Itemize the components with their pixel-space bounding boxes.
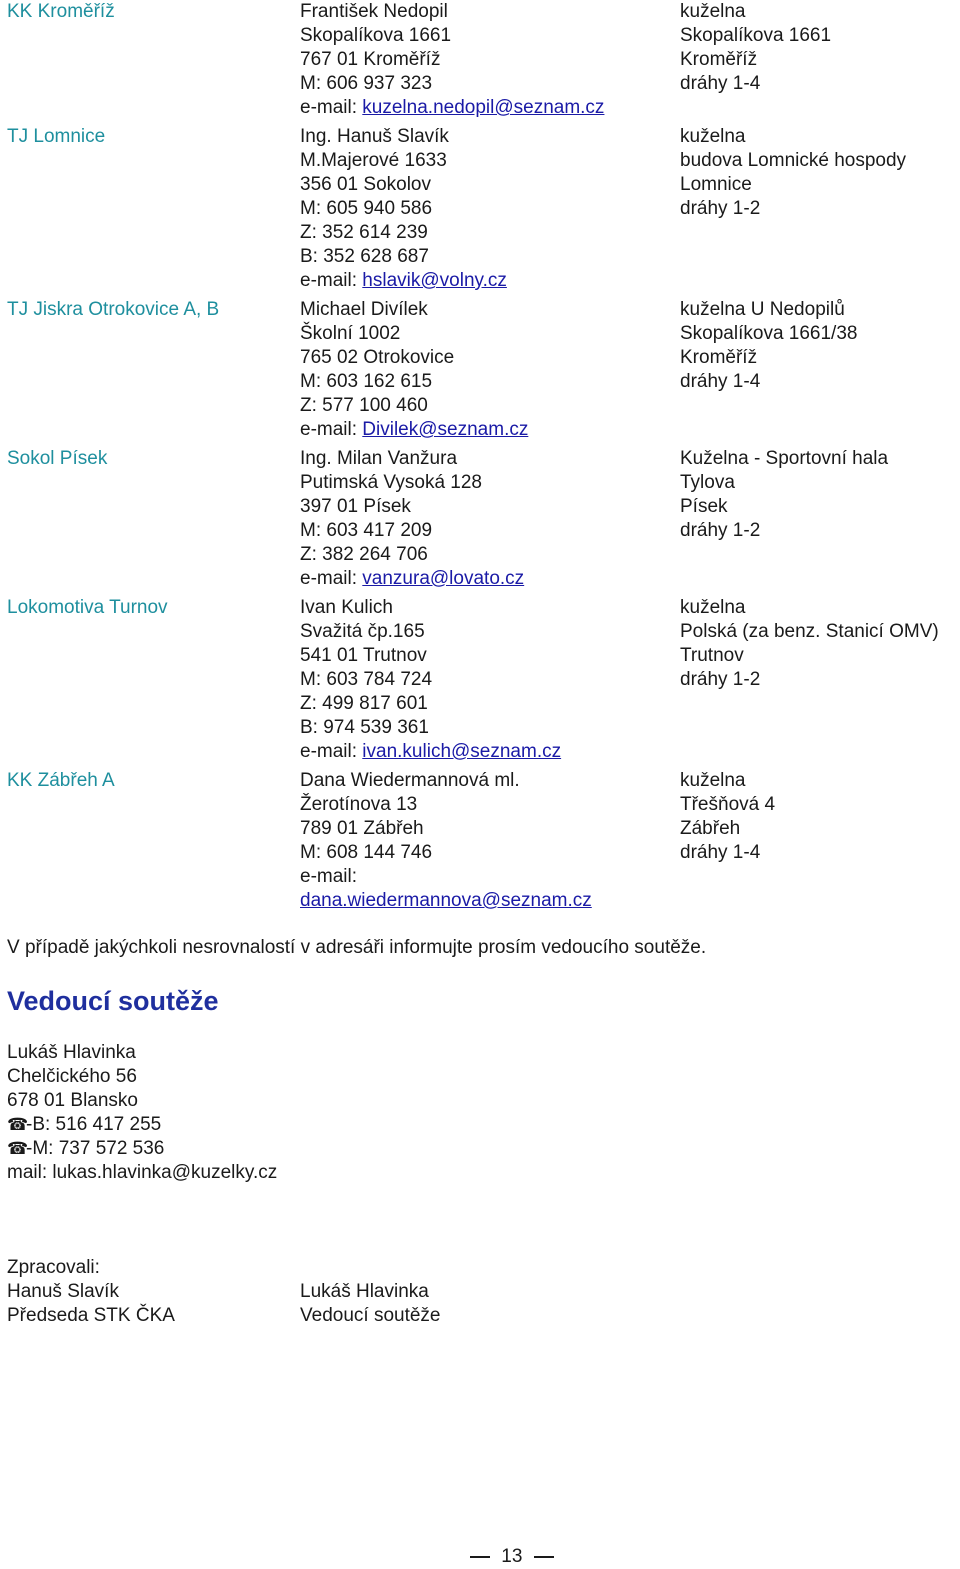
contact-line: Školní 1002 [300,323,401,344]
contact-line: Ivan Kulich [300,597,393,618]
venue-line: Trutnov [680,645,744,666]
footer-dash-left [470,1556,490,1558]
venue-block [680,769,775,865]
venue-line: Skopalíkova 1661 [680,25,832,46]
contact-line: Z: 382 264 706 [300,544,428,565]
venue-block [680,596,939,692]
page-footer [470,1545,540,1569]
prepared-label: Zpracovali: [7,1257,100,1278]
email-link[interactable]: vanzura@lovato.cz [362,568,525,589]
email-line [300,96,960,120]
email-line [300,567,960,591]
prepared-by-second [300,1280,441,1328]
contact-line: Z: 577 100 460 [300,395,428,416]
club-entry [0,125,960,293]
venue-line: dráhy 1-4 [680,73,761,94]
club-name: Sokol Písek [7,448,108,469]
leader-phone-m: -M: 737 572 536 [26,1138,165,1159]
leader-name: Lukáš Hlavinka [7,1042,136,1063]
email-line [300,889,960,913]
discrepancy-note: V případě jakýchkoli nesrovnalostí v adresáři informujte prosím vedoucího soutěže. [7,937,707,958]
venue-line: kuželna [680,126,746,147]
entry-gap [0,913,960,918]
email-label: e-mail: [300,270,363,291]
email-link[interactable]: hslavik@volny.cz [362,270,507,291]
venue-line: kuželna [680,770,746,791]
leader-phone-b: -B: 516 417 255 [26,1114,162,1135]
venue-line: Zábřeh [680,818,741,839]
venue-line: kuželna U Nedopilů [680,299,845,320]
contact-line: Ing. Hanuš Slavík [300,126,449,147]
club-entry [0,596,960,764]
contact-line: 789 01 Zábřeh [300,818,424,839]
prepared-person1-role: Předseda STK ČKA [7,1305,175,1326]
contact-block [300,0,960,120]
leader-city: 678 01 Blansko [7,1090,138,1111]
venue-block [680,298,857,394]
page-number: 13 [501,1546,523,1567]
email-label: e-mail: [300,97,363,118]
contact-line: B: 974 539 361 [300,717,429,738]
contact-line: Svažitá čp.165 [300,621,425,642]
email-line [300,740,960,764]
contact-line: M: 606 937 323 [300,73,433,94]
leader-heading: Vedoucí soutěže [7,986,219,1016]
leader-mail: mail: lukas.hlavinka@kuzelky.cz [7,1162,278,1183]
venue-line: Písek [680,496,728,517]
email-link[interactable]: kuzelna.nedopil@seznam.cz [362,97,605,118]
venue-line: Lomnice [680,174,752,195]
contact-line: M: 603 162 615 [300,371,433,392]
venue-line: dráhy 1-2 [680,669,761,690]
venue-line: Skopalíkova 1661/38 [680,323,858,344]
phone-icon: ☎ [7,1115,29,1134]
contact-line: 767 01 Kroměříž [300,49,441,70]
club-name: KK Zábřeh A [7,770,115,791]
prepared-by [7,1256,175,1328]
venue-block [680,0,831,96]
venue-line: dráhy 1-2 [680,198,761,219]
venue-line: Kuželna - Sportovní hala [680,448,889,469]
club-entry [0,769,960,913]
prepared-person2-name: Lukáš Hlavinka [300,1281,429,1302]
venue-line: dráhy 1-4 [680,842,761,863]
email-label: e-mail: [300,741,363,762]
contact-line: Michael Divílek [300,299,428,320]
venue-line: budova Lomnické hospody [680,150,907,171]
contact-line: B: 352 628 687 [300,246,429,267]
club-entry [0,0,960,120]
contact-line: M: 603 417 209 [300,520,433,541]
prepared-person1-name: Hanuš Slavík [7,1281,119,1302]
email-line [300,418,960,442]
email-line [300,269,960,293]
contact-line: 397 01 Písek [300,496,411,517]
email-link[interactable]: dana.wiedermannova@seznam.cz [300,890,592,911]
prepared-person2-role: Vedoucí soutěže [300,1305,441,1326]
contact-line: Ing. Milan Vanžura [300,448,458,469]
contact-line: Z: 499 817 601 [300,693,428,714]
venue-line: dráhy 1-4 [680,371,761,392]
leader-phone-m-line [7,1137,277,1161]
email-label: e-mail: [300,568,363,589]
contact-line: M.Majerové 1633 [300,150,447,171]
club-name: KK Kroměříž [7,1,115,22]
contact-line: M: 603 784 724 [300,669,433,690]
contact-line: Dana Wiedermannová ml. [300,770,520,791]
venue-block [680,447,888,543]
contact-line: 541 01 Trutnov [300,645,427,666]
leader-phone-b-line [7,1113,277,1137]
leader-contact [7,1041,277,1185]
venue-line: Polská (za benz. Stanicí OMV) [680,621,939,642]
footer-dash-right [534,1556,554,1558]
contact-line: 356 01 Sokolov [300,174,431,195]
email-link[interactable]: Divilek@seznam.cz [362,419,529,440]
venue-line: Třešňová 4 [680,794,776,815]
venue-line: Kroměříž [680,49,758,70]
contact-line: 765 02 Otrokovice [300,347,455,368]
phone-icon: ☎ [7,1139,29,1158]
venue-line: kuželna [680,1,746,22]
club-entry [0,298,960,442]
contact-line: Skopalíkova 1661 [300,25,452,46]
contact-block [300,769,960,913]
venue-block [680,125,906,221]
email-link[interactable]: ivan.kulich@seznam.cz [362,741,562,762]
contact-line: M: 608 144 746 [300,842,433,863]
venue-line: Tylova [680,472,735,493]
contact-line: M: 605 940 586 [300,198,433,219]
club-name: TJ Jiskra Otrokovice A, B [7,299,220,320]
club-entry [0,447,960,591]
leader-street: Chelčického 56 [7,1066,137,1087]
venue-line: kuželna [680,597,746,618]
contact-line: František Nedopil [300,1,448,22]
contact-line: e-mail: [300,866,358,887]
contact-block [300,298,960,442]
venue-line: dráhy 1-2 [680,520,761,541]
contact-line: Z: 352 614 239 [300,222,428,243]
club-name: Lokomotiva Turnov [7,597,168,618]
venue-line: Kroměříž [680,347,758,368]
contact-line: Žerotínova 13 [300,794,418,815]
club-name: TJ Lomnice [7,126,106,147]
email-label: e-mail: [300,419,363,440]
contact-line: Putimská Vysoká 128 [300,472,482,493]
